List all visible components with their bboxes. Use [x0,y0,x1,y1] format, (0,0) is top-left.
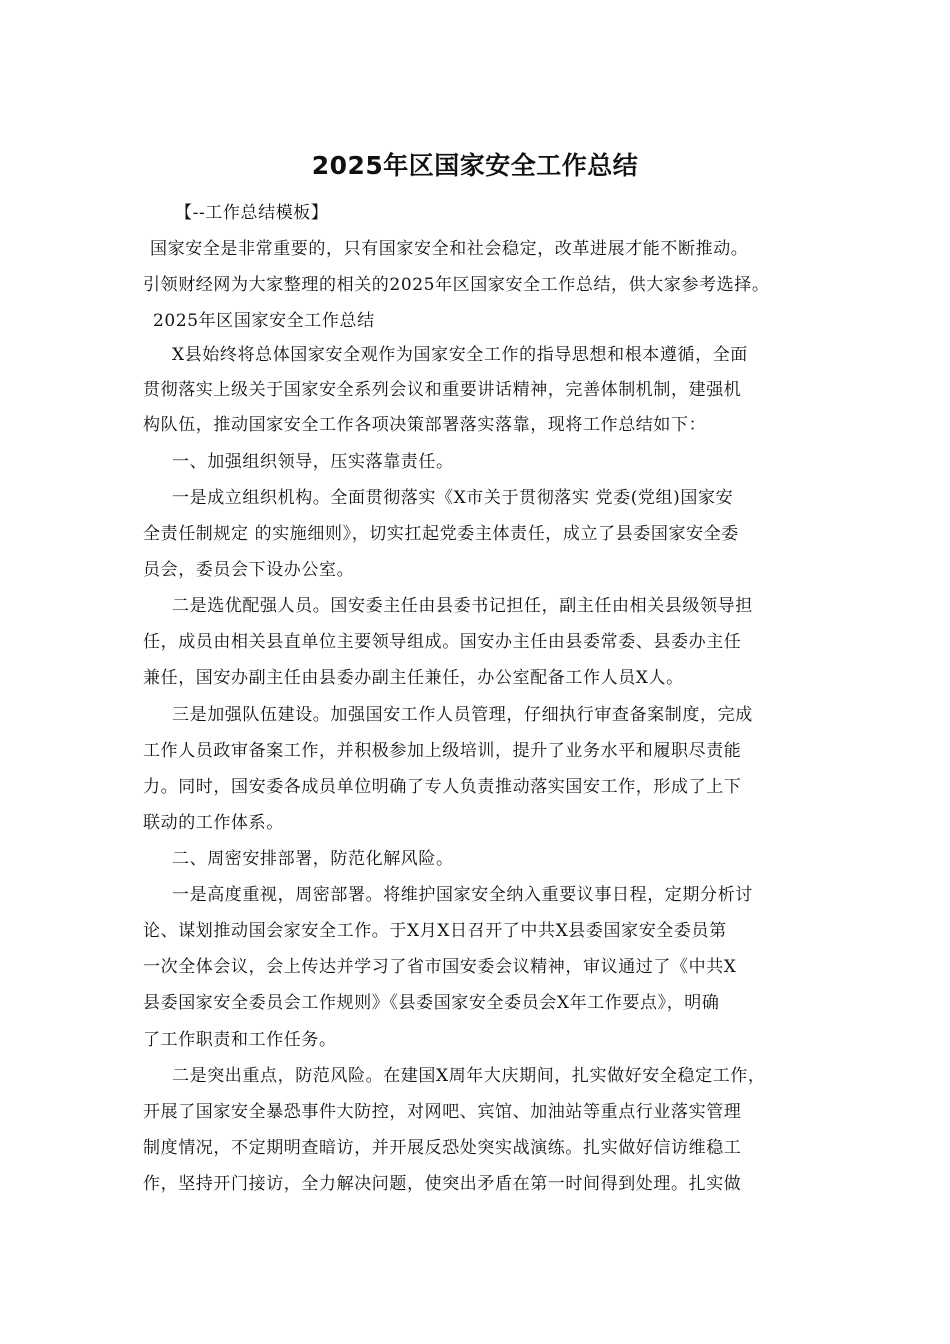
paragraph-line: X县始终将总体国家安全观作为国家安全工作的指导思想和根本遵循，全面 [172,345,748,365]
paragraph-line: 了工作职责和工作任务。 [143,1030,337,1050]
paragraph-line: 构队伍，推动国家安全工作各项决策部署落实落靠，现将工作总结如下： [143,415,707,435]
paragraph-line: 二是选优配强人员。国安委主任由县委书记担任，副主任由相关县级领导担 [172,596,753,616]
paragraph-line: 全责任制规定 的实施细则》，切实扛起党委主体责任，成立了县委国家安全委 [143,524,739,544]
paragraph-line: 任，成员由相关县直单位主要领导组成。国安办主任由县委常委、县委办主任 [143,632,742,652]
paragraph-line: 员会，委员会下设办公室。 [143,560,355,580]
paragraph-line: 工作人员政审备案工作，并积极参加上级培训，提升了业务水平和履职尽责能 [143,741,742,761]
section-heading: 一、加强组织领导，压实落靠责任。 [172,452,454,472]
subtitle-line: 2025年区国家安全工作总结 [153,311,375,331]
paragraph-line: 三是加强队伍建设。加强国安工作人员管理，仔细执行审查备案制度，完成 [172,705,753,725]
document-title: 2025年区国家安全工作总结 [311,151,639,180]
paragraph-line: 兼任，国安办副主任由县委办副主任兼任，办公室配备工作人员X人。 [143,668,684,688]
section-heading: 二、周密安排部署，防范化解风险。 [172,849,454,869]
paragraph-line: 制度情况，不定期明查暗访，并开展反恐处突实战演练。扎实做好信访维稳工 [143,1138,742,1158]
paragraph-line: 论、谋划推动国会家安全工作。于X月X日召开了中共X县委国家安全委员第 [143,921,727,941]
paragraph-line: 开展了国家安全暴恐事件大防控，对网吧、宾馆、加油站等重点行业落实管理 [143,1102,742,1122]
paragraph-line: 引领财经网为大家整理的相关的2025年区国家安全工作总结，供大家参考选择。 [143,275,770,295]
paragraph-line: 二是突出重点，防范风险。在建国X周年大庆期间，扎实做好安全稳定工作， [172,1066,766,1086]
paragraph-line: 作，坚持开门接访，全力解决问题，使突出矛盾在第一时间得到处理。扎实做 [143,1174,742,1194]
paragraph-line: 一是成立组织机构。全面贯彻落实《X市关于贯彻落实 党委(党组)国家安 [172,488,734,508]
paragraph-line: 联动的工作体系。 [143,813,284,833]
paragraph-line: 一是高度重视，周密部署。将维护国家安全纳入重要议事日程，定期分析讨 [172,885,753,905]
template-tag: 【--工作总结模板】 [175,203,329,223]
paragraph-line: 一次全体会议，会上传达并学习了省市国安委会议精神，审议通过了《中共X [143,957,737,977]
paragraph-line: 县委国家安全委员会工作规则》《县委国家安全委员会X年工作要点》，明确 [143,993,720,1013]
paragraph-line: 国家安全是非常重要的，只有国家安全和社会稳定，改革进展才能不断推动。 [150,239,749,259]
paragraph-line: 贯彻落实上级关于国家安全系列会议和重要讲话精神，完善体制机制，建强机 [143,380,742,400]
paragraph-line: 力。同时，国安委各成员单位明确了专人负责推动落实国安工作，形成了上下 [143,777,742,797]
